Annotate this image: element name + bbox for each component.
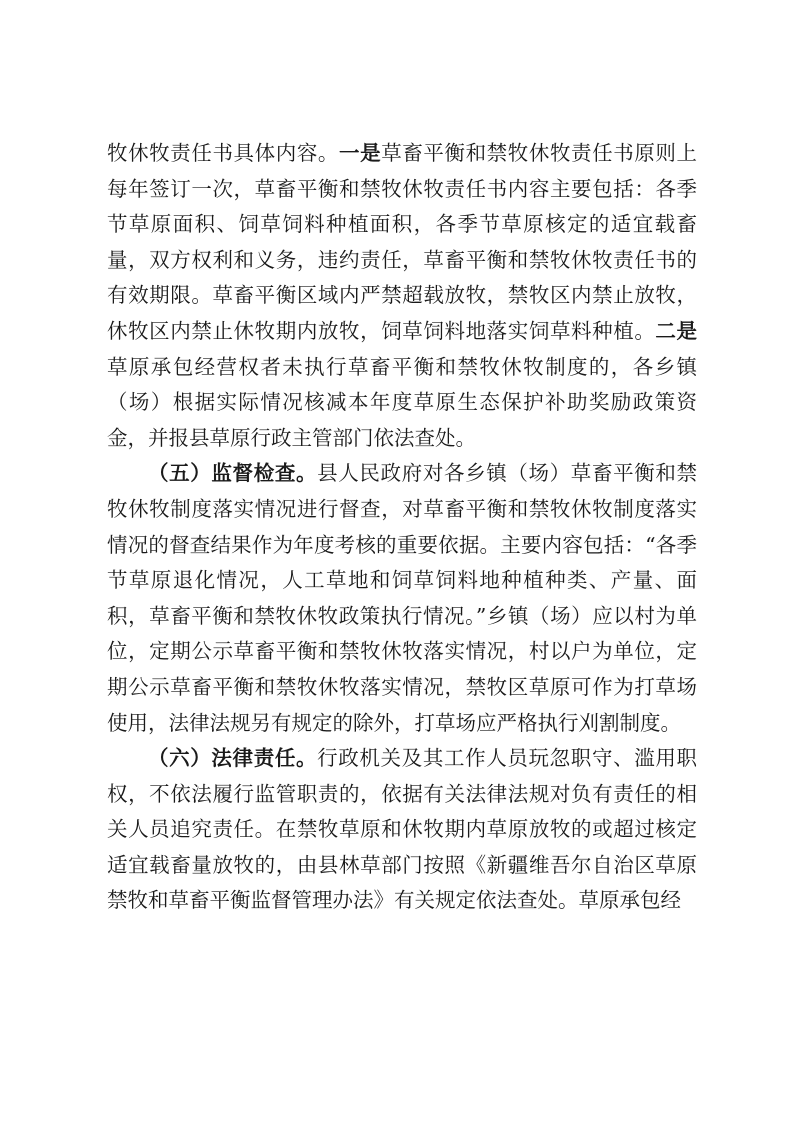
paragraph-supervision-inspection [107,456,697,741]
paragraph-responsibility-content [107,136,697,456]
first-point-marker: 一是 [339,141,382,165]
supervision-text: 县人民政府对各乡镇（场）草畜平衡和禁牧休牧制度落实情况进行督查，对草畜平衡和禁牧休牧制度落实情况的督查结果作为年度考核的重要依据。主要内容包括：“各季节草原退化情况，人工草地和饲草饲料地种植种类、产量、面积，草畜平衡和禁牧休牧政策执行情况。”乡镇（场）应以村为单位，定期公示草畜平衡和禁牧休牧落实情况，村以户为单位，定期公示草畜平衡和禁牧休牧落实情况，禁牧区草原可作为打草场使用，法律法规另有规定的除外，打草场应严格执行刈割制度。 [107,461,698,735]
section-heading-supervision: （五）监督检查。 [148,461,318,486]
paragraph-1-text: 牧休牧责任书具体内容。 [107,141,340,165]
second-point-text: 草原承包经营权者未执行草畜平衡和禁牧休牧制度的，各乡镇（场）根据实际情况核减本年度草原生态保护补助奖励政策资金，并报县草原行政主管部门依法查处。 [107,354,697,450]
legal-text: 行政机关及其工作人员玩忽职守、滥用职权，不依法履行监管职责的，依据有关法律法规对负有责任的相关人员追究责任。在禁牧草原和休牧期内草原放牧的或超过核定适宜载畜量放牧的，由县林草部门按照《新疆维吾尔自治区草原禁牧和草畜平衡监督管理办法》有关规定依法查处。草原承包经 [107,746,698,913]
second-point-marker: 二是 [655,318,697,343]
paragraph-legal-responsibility [107,741,697,919]
first-point-text: 草畜平衡和禁牧休牧责任书原则上每年签订一次，草畜平衡和禁牧休牧责任书内容主要包括：各季节草原面积、饲草饲料种植面积，各季节草原核定的适宜载畜量，双方权利和义务，违约责任，草畜平衡和禁牧休牧责任书的有效期限。草畜平衡区域内严禁超载放牧，禁牧区内禁止放牧，休牧区内禁止休牧期内放牧，饲草饲料地落实饲草料种植。 [107,141,698,343]
section-heading-legal: （六）法律责任。 [148,746,318,771]
document-body [107,136,697,919]
